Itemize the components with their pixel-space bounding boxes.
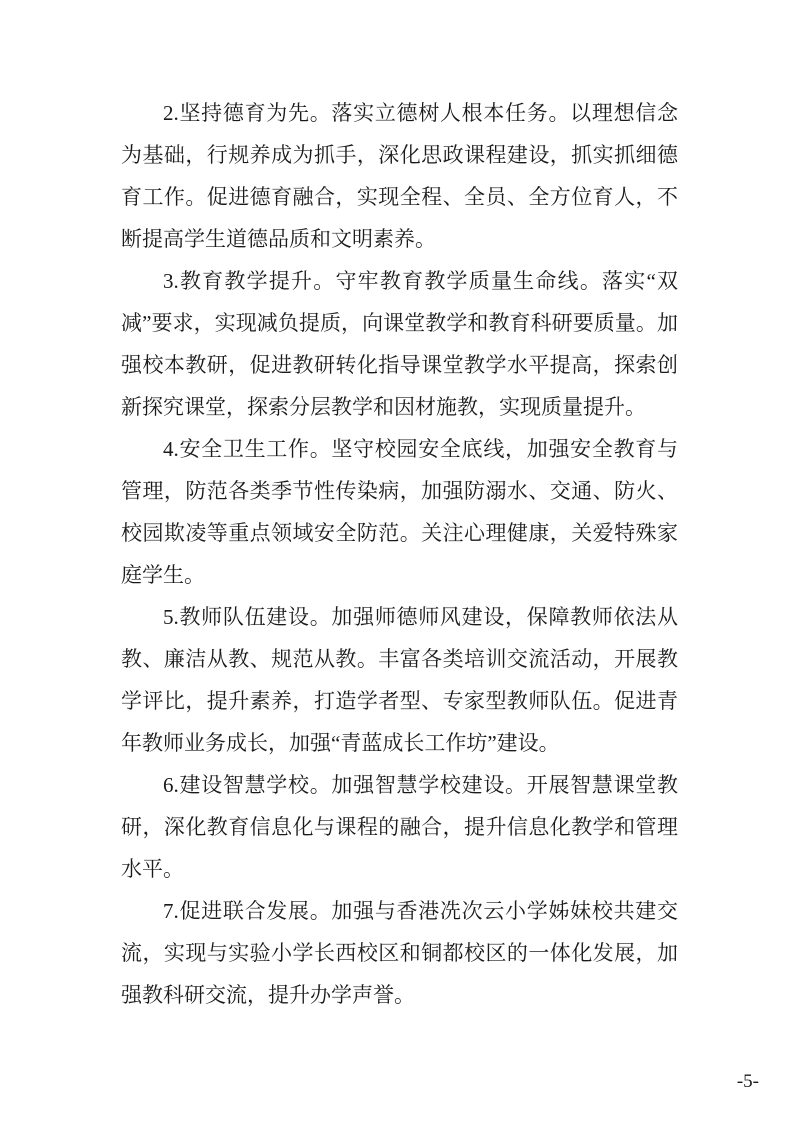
paragraph-4: 4.安全卫生工作。坚守校园安全底线，加强安全教育与管理，防范各类季节性传染病，加强防溺水、交通、防火、校园欺凌等重点领域安全防范。关注心理健康，关爱特殊家庭学生。 [121,437,678,587]
page-number: -5- [736,1071,759,1092]
paragraph-6: 6.建设智慧学校。加强智慧学校建设。开展智慧课堂教研，深化教育信息化与课程的融合，提升信息化教学和管理水平。 [121,773,678,881]
paragraph-7: 7.促进联合发展。加强与香港冼次云小学姊妹校共建交流，实现与实验小学长西校区和铜都校区的一体化发展，加强教科研交流，提升办学声誉。 [121,899,678,1007]
paragraph-5: 5.教师队伍建设。加强师德师风建设，保障教师依法从教、廉洁从教、规范从教。丰富各类培训交流活动，开展教学评比，提升素养，打造学者型、专家型教师队伍。促进青年教师业务成长，加强“青蓝成长工作坊”建设。 [121,605,678,755]
document-body [121,92,678,1016]
paragraph-2: 2.坚持德育为先。落实立德树人根本任务。以理想信念为基础，行规养成为抓手，深化思政课程建设，抓实抓细德育工作。促进德育融合，实现全程、全员、全方位育人，不断提高学生道德品质和文明素养。 [121,101,678,251]
paragraph-3: 3.教育教学提升。守牢教育教学质量生命线。落实“双减”要求，实现减负提质，向课堂教学和教育科研要质量。加强校本教研，促进教研转化指导课堂教学水平提高，探索创新探究课堂，探索分层教学和因材施教，实现质量提升。 [121,269,678,419]
